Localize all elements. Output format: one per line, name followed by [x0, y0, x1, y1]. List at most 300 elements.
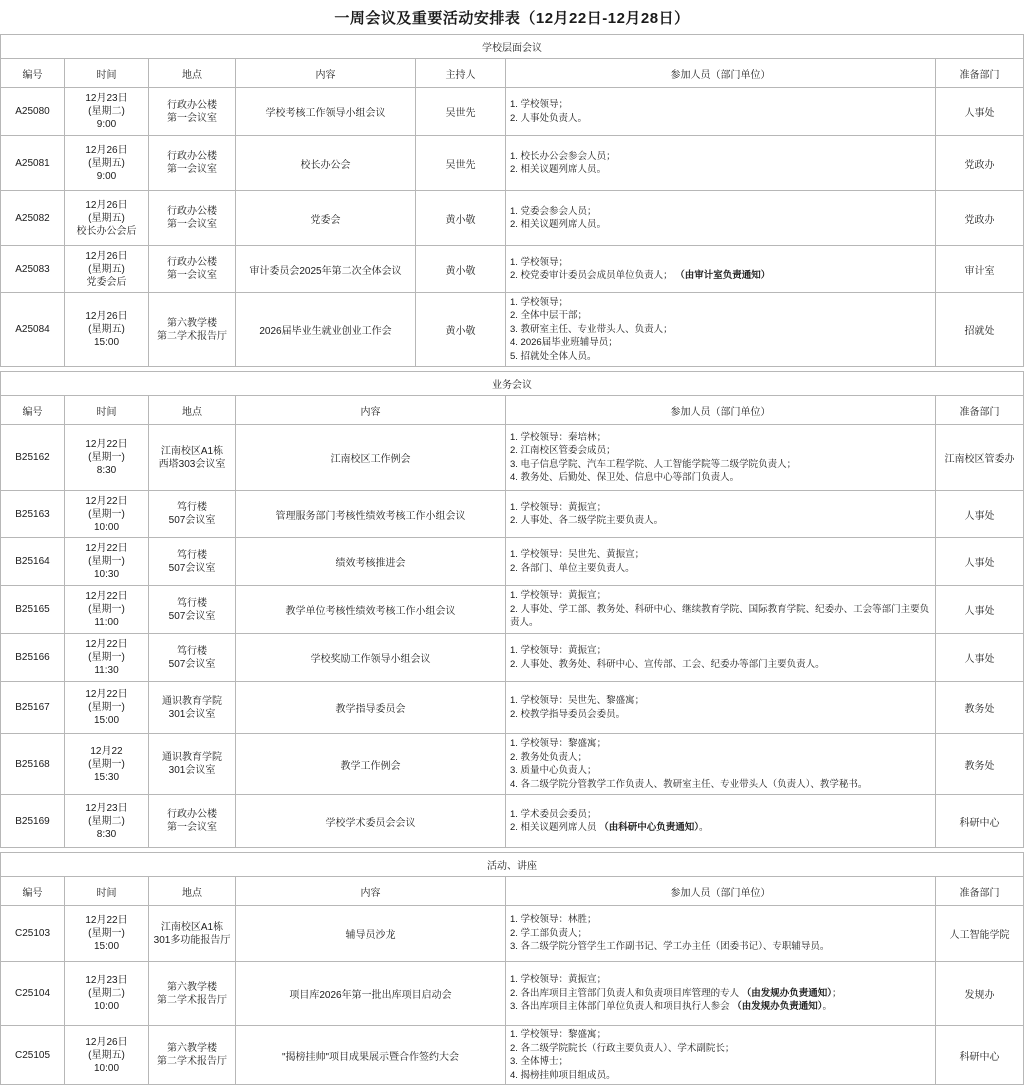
location-cell [149, 586, 236, 634]
time-line: 12月22日 [85, 543, 128, 554]
participants-cell [506, 425, 936, 491]
participant-line [510, 501, 931, 515]
participant-text: 。 [822, 1001, 832, 1013]
prep-dept-cell: 人工智能学院 [936, 906, 1024, 962]
time-line: 10:00 [93, 521, 120, 533]
time-line: 11:00 [94, 617, 119, 628]
location-line: 301会议室 [168, 708, 216, 720]
participant-text: 1. 学校领导：林胜； [510, 914, 597, 926]
location-line: 第六教学楼 [167, 981, 217, 993]
meeting-id-cell: B25165 [1, 586, 65, 634]
schedule-table-1 [0, 34, 1024, 367]
column-header-row [1, 396, 1024, 425]
time-line: 15:00 [93, 337, 120, 348]
participant-text: 。 [698, 822, 709, 833]
meeting-id-cell: B25162 [1, 425, 65, 491]
time-line: 校长办公会后 [76, 225, 137, 237]
time-line: (星期五) [88, 1049, 125, 1061]
participants-cell [506, 1026, 936, 1085]
participant-text: 2. 教务处负责人； [510, 751, 588, 763]
time-line: (星期一) [88, 702, 125, 713]
participants-cell [506, 538, 936, 586]
time-line: (星期一) [88, 452, 125, 463]
column-header: 参加人员（部门单位） [506, 877, 936, 906]
content-cell: 学校奖励工作领导小组会议 [236, 634, 506, 682]
participants-cell [506, 682, 936, 734]
participant-line [510, 336, 931, 350]
participant-text: 2. 各部门、单位主要负责人。 [510, 562, 635, 574]
time-cell [65, 682, 149, 734]
participant-text: 3. 质量中心负责人； [510, 765, 597, 776]
time-cell [65, 425, 149, 491]
content-cell: 教学单位考核性绩效考核工作小组会议 [236, 586, 506, 634]
location-line: 笃行楼 [177, 645, 207, 657]
content-cell: 学校学术委员会会议 [236, 795, 506, 848]
participant-text: 2. 学工部负责人； [510, 927, 588, 939]
participant-line [510, 927, 931, 941]
content-cell: 学校考核工作领导小组会议 [236, 88, 416, 136]
time-cell [65, 634, 149, 682]
time-line: 12月23日 [85, 975, 128, 986]
time-line: 12月26日 [85, 144, 128, 156]
column-header: 时间 [65, 396, 149, 425]
meeting-id-cell: B25166 [1, 634, 65, 682]
participant-text: 2. 人事处、教务处、科研中心、宣传部、工会、纪委办等部门主要负责人。 [510, 658, 825, 670]
time-line: (星期一) [88, 758, 125, 770]
participant-line [510, 708, 931, 722]
time-line: (星期五) [88, 157, 125, 169]
prep-dept-cell: 发规办 [936, 962, 1024, 1026]
prep-dept-cell: 科研中心 [936, 1026, 1024, 1085]
time-line: 12月26日 [85, 199, 128, 211]
location-line: 行政办公楼 [167, 151, 217, 162]
time-line: 15:00 [93, 941, 120, 952]
participant-text: 4. 揭榜挂帅项目组成员。 [510, 1069, 616, 1081]
column-header: 内容 [236, 396, 506, 425]
time-cell [65, 246, 149, 293]
participant-line [510, 112, 931, 126]
participants-cell [506, 906, 936, 962]
participant-line [510, 256, 931, 270]
participant-line [510, 444, 931, 458]
content-cell: 教学指导委员会 [236, 682, 506, 734]
table-row [1, 425, 1024, 491]
meeting-id-cell: A25082 [1, 191, 65, 246]
column-header: 地点 [149, 877, 236, 906]
time-cell [65, 962, 149, 1026]
host-cell: 黄小敬 [416, 246, 506, 293]
prep-dept-cell: 招就处 [936, 293, 1024, 367]
participant-text: 2. 人事处负责人。 [510, 112, 588, 124]
participants-cell [506, 191, 936, 246]
meeting-id-cell: A25081 [1, 136, 65, 191]
meeting-id-cell: B25167 [1, 682, 65, 734]
column-header: 主持人 [416, 59, 506, 88]
time-cell [65, 906, 149, 962]
participant-text: 1. 学校领导：黎盛寓； [510, 738, 607, 749]
participant-text: 2. 江南校区管委会成员； [510, 445, 616, 456]
time-line: (星期一) [88, 652, 125, 663]
time-cell [65, 795, 149, 848]
participant-line [510, 694, 931, 708]
location-line: 笃行楼 [177, 549, 207, 561]
content-cell: 教学工作例会 [236, 734, 506, 795]
participants-cell [506, 136, 936, 191]
participants-cell [506, 795, 936, 848]
time-line: (星期一) [88, 604, 125, 615]
time-line: 12月22日 [85, 495, 128, 507]
column-header: 编号 [1, 59, 65, 88]
location-line: 行政办公楼 [167, 809, 217, 820]
time-line: (星期五) [88, 263, 125, 275]
prep-dept-cell: 教务处 [936, 682, 1024, 734]
location-line: 507会议室 [168, 658, 216, 670]
location-cell [149, 425, 236, 491]
time-line: 8:30 [96, 465, 117, 476]
section-title-row [1, 853, 1024, 877]
location-line: 第二学术报告厅 [157, 1056, 227, 1067]
prep-dept-cell: 审计室 [936, 246, 1024, 293]
time-line: 12月22日 [85, 639, 128, 650]
content-cell: 管理服务部门考核性绩效考核工作小组会议 [236, 491, 506, 538]
participant-line [510, 458, 931, 472]
column-header: 参加人员（部门单位） [506, 59, 936, 88]
participant-text: 2. 校教学指导委员会委员。 [510, 708, 626, 720]
participant-text: 2. 各二级学院院长（行政主要负责人）、学术副院长； [510, 1042, 735, 1054]
participants-cell [506, 491, 936, 538]
column-header: 内容 [236, 877, 506, 906]
participant-text: 1. 学校领导：黄振宣； [510, 645, 607, 656]
participant-line [510, 913, 931, 927]
column-header: 编号 [1, 877, 65, 906]
participant-text: 1. 学术委员会委员； [510, 808, 597, 820]
participant-text: 1. 学校领导：秦培林； [510, 431, 607, 443]
time-line: 9:00 [96, 119, 117, 130]
location-cell [149, 634, 236, 682]
participant-line [510, 644, 931, 658]
prep-dept-cell: 党政办 [936, 191, 1024, 246]
participant-text: 3. 各出库项目主体部门单位负责人和项目执行人参会 [510, 1001, 733, 1013]
participant-line [510, 296, 931, 310]
table-row [1, 246, 1024, 293]
location-line: 第二学术报告厅 [157, 330, 227, 342]
location-cell [149, 906, 236, 962]
location-line: 行政办公楼 [167, 99, 217, 111]
participant-line [510, 1055, 931, 1069]
column-header: 时间 [65, 877, 149, 906]
participants-cell [506, 962, 936, 1026]
participant-text: ； [831, 987, 842, 999]
time-line: 15:00 [93, 715, 120, 726]
location-cell [149, 246, 236, 293]
prep-dept-cell: 人事处 [936, 88, 1024, 136]
participant-text: 1. 校长办公会参会人员； [510, 150, 616, 162]
participant-line [510, 309, 931, 323]
participant-text: 4. 教务处、后勤处、保卫处、信息中心等部门负责人。 [510, 472, 740, 483]
prep-dept-cell: 人事处 [936, 491, 1024, 538]
prep-dept-cell: 人事处 [936, 538, 1024, 586]
location-cell [149, 491, 236, 538]
location-line: 笃行楼 [177, 597, 207, 609]
host-cell: 吴世先 [416, 88, 506, 136]
section-title-row [1, 372, 1024, 396]
time-cell [65, 1026, 149, 1085]
participant-text: 1. 学校领导：吴世先、黎盛寓； [510, 695, 645, 706]
meeting-id-cell: A25083 [1, 246, 65, 293]
participant-line [510, 350, 931, 364]
participant-line [510, 150, 931, 164]
location-line: 507会议室 [168, 515, 216, 526]
table-row [1, 491, 1024, 538]
time-line: 10:00 [93, 1001, 120, 1012]
time-line: 12月26日 [85, 1036, 128, 1048]
time-line: 10:00 [93, 1062, 120, 1074]
table-row [1, 293, 1024, 367]
location-cell [149, 962, 236, 1026]
column-header: 时间 [65, 59, 149, 88]
time-line: 9:00 [96, 170, 117, 182]
time-line: 8:30 [96, 828, 117, 840]
location-line: 第一会议室 [167, 112, 217, 124]
table-row [1, 1026, 1024, 1085]
participant-text: 3. 全体博士； [510, 1056, 569, 1067]
participant-line [510, 778, 931, 792]
content-cell: 2026届毕业生就业创业工作会 [236, 293, 416, 367]
column-header: 地点 [149, 59, 236, 88]
location-line: 通识教育学院 [162, 752, 222, 763]
page-title: 一周会议及重要活动安排表（12月22日-12月28日） [334, 10, 690, 27]
participant-line [510, 323, 931, 337]
schedule-table-2 [0, 371, 1024, 848]
participant-text: 1. 学校领导：黎盛寓； [510, 1029, 607, 1040]
participant-text: 2. 各出库项目主管部门负责人和负责项目库管理的专人 [510, 987, 742, 999]
participants-cell [506, 88, 936, 136]
content-cell: 校长办公会 [236, 136, 416, 191]
meeting-id-cell: B25168 [1, 734, 65, 795]
column-header: 编号 [1, 396, 65, 425]
column-header: 准备部门 [936, 396, 1024, 425]
participant-text: 5. 招就处全体人员。 [510, 350, 597, 362]
participant-text: 2. 人事处、学工部、教务处、科研中心、继续教育学院、国际教育学院、纪委办、工会等部门主要负责人。 [510, 603, 930, 629]
participant-text: 1. 学校领导； [510, 99, 569, 110]
participant-text: 2. 校党委审计委员会成员单位负责人； [510, 270, 676, 281]
time-cell [65, 191, 149, 246]
location-cell [149, 795, 236, 848]
participant-line [510, 548, 931, 562]
location-cell [149, 293, 236, 367]
participant-line [510, 751, 931, 765]
participants-cell [506, 734, 936, 795]
host-cell: 黄小敬 [416, 191, 506, 246]
participant-text: 2. 相关议题列席人员。 [510, 219, 607, 230]
participant-text: 1. 学校领导：吴世先、黄振宣； [510, 549, 645, 560]
section-title: 学校层面会议 [1, 35, 1024, 59]
location-cell [149, 191, 236, 246]
table-row [1, 634, 1024, 682]
time-cell [65, 491, 149, 538]
location-line: 301会议室 [168, 765, 216, 776]
participant-note-bold: （由发规办负责通知） [732, 1001, 823, 1013]
time-line: (星期五) [88, 324, 125, 335]
meeting-id-cell: A25084 [1, 293, 65, 367]
table-row [1, 795, 1024, 848]
location-cell [149, 682, 236, 734]
participant-text: 2. 人事处、各二级学院主要负责人。 [510, 515, 664, 526]
participants-cell [506, 586, 936, 634]
time-line: (星期二) [88, 988, 125, 999]
time-line: 11:30 [94, 665, 119, 676]
column-header: 内容 [236, 59, 416, 88]
time-line: 12月22 [90, 745, 123, 757]
schedule-table-3 [0, 852, 1024, 1085]
participant-line [510, 562, 931, 576]
location-line: 507会议室 [168, 610, 216, 622]
table-row [1, 906, 1024, 962]
table-row [1, 586, 1024, 634]
location-line: 第六教学楼 [167, 1043, 217, 1054]
prep-dept-cell: 江南校区管委办 [936, 425, 1024, 491]
participant-text: 3. 电子信息学院、汽车工程学院、人工智能学院等二级学院负责人； [510, 458, 797, 470]
time-line: 12月26日 [85, 311, 128, 322]
participant-line [510, 821, 931, 835]
participant-note-bold: （由发规办负责通知） [741, 987, 832, 999]
table-row [1, 682, 1024, 734]
content-cell: "揭榜挂帅"项目成果展示暨合作签约大会 [236, 1026, 506, 1085]
section-title: 活动、讲座 [1, 853, 1024, 877]
time-line: (星期二) [88, 815, 125, 827]
location-cell [149, 538, 236, 586]
participant-text: 2. 相关议题列席人员。 [510, 164, 607, 175]
participant-text: 1. 学校领导：黄振宣； [510, 501, 607, 513]
location-line: 第一会议室 [167, 270, 217, 281]
participant-line [510, 973, 931, 987]
content-cell: 绩效考核推进会 [236, 538, 506, 586]
table-row [1, 191, 1024, 246]
location-line: 301多功能报告厅 [153, 934, 231, 946]
time-line: (星期一) [88, 508, 125, 520]
column-header: 准备部门 [936, 59, 1024, 88]
participant-line [510, 764, 931, 778]
prep-dept-cell: 党政办 [936, 136, 1024, 191]
location-cell [149, 734, 236, 795]
location-line: 江南校区A1栋 [160, 445, 224, 457]
section-title-row [1, 35, 1024, 59]
location-line: 行政办公楼 [167, 257, 217, 268]
column-header-row [1, 877, 1024, 906]
location-line: 第一会议室 [167, 164, 217, 175]
participant-line [510, 98, 931, 112]
time-line: (星期一) [88, 556, 125, 567]
time-cell [65, 88, 149, 136]
time-line: (星期一) [88, 928, 125, 939]
participant-line [510, 218, 931, 232]
host-cell: 黄小敬 [416, 293, 506, 367]
participant-line [510, 808, 931, 822]
time-line: 12月26日 [85, 250, 128, 262]
table-row [1, 538, 1024, 586]
content-cell: 项目库2026年第一批出库项目启动会 [236, 962, 506, 1026]
participant-line [510, 589, 931, 603]
meeting-id-cell: C25104 [1, 962, 65, 1026]
meeting-id-cell: B25169 [1, 795, 65, 848]
time-line: 12月23日 [85, 93, 128, 104]
content-cell: 党委会 [236, 191, 416, 246]
participant-line [510, 658, 931, 672]
participant-line [510, 205, 931, 219]
location-line: 江南校区A1栋 [160, 921, 224, 933]
time-line: 12月22日 [85, 591, 128, 602]
prep-dept-cell: 人事处 [936, 586, 1024, 634]
participant-line [510, 431, 931, 445]
tables-container [0, 34, 1024, 1085]
time-cell [65, 586, 149, 634]
meeting-id-cell: B25164 [1, 538, 65, 586]
participants-cell [506, 293, 936, 367]
time-cell [65, 538, 149, 586]
meeting-id-cell: C25105 [1, 1026, 65, 1085]
time-cell [65, 136, 149, 191]
prep-dept-cell: 人事处 [936, 634, 1024, 682]
time-line: 12月23日 [85, 802, 128, 814]
location-cell [149, 136, 236, 191]
location-line: 通识教育学院 [162, 695, 222, 707]
participant-note-bold: （由审计室负责通知） [675, 270, 771, 281]
time-line: (星期五) [88, 212, 125, 224]
table-row [1, 734, 1024, 795]
location-cell [149, 88, 236, 136]
time-line: 12月22日 [85, 689, 128, 700]
time-line: 12月22日 [85, 439, 128, 450]
participant-text: 1. 党委会参会人员； [510, 205, 597, 217]
participant-text: 1. 学校领导； [510, 296, 569, 308]
time-line: (星期二) [88, 106, 125, 117]
participant-text: 2. 相关议题列席人员 [510, 822, 600, 833]
meeting-id-cell: A25080 [1, 88, 65, 136]
content-cell: 江南校区工作例会 [236, 425, 506, 491]
location-line: 第一会议室 [167, 219, 217, 230]
participant-line [510, 737, 931, 751]
participant-text: 1. 学校领导：黄振宣； [510, 974, 607, 986]
column-header-row [1, 59, 1024, 88]
participant-line [510, 1069, 931, 1083]
location-line: 第二学术报告厅 [157, 994, 227, 1006]
participant-line [510, 603, 931, 630]
section-title: 业务会议 [1, 372, 1024, 396]
content-cell: 审计委员会2025年第二次全体会议 [236, 246, 416, 293]
participant-text: 1. 学校领导； [510, 256, 569, 268]
location-line: 行政办公楼 [167, 206, 217, 217]
time-cell [65, 734, 149, 795]
participant-note-bold: （由科研中心负责通知） [599, 822, 699, 833]
participant-line [510, 163, 931, 177]
time-line: 15:30 [93, 771, 120, 783]
table-row [1, 136, 1024, 191]
table-row [1, 962, 1024, 1026]
time-line: 党委会后 [86, 276, 127, 288]
prep-dept-cell: 科研中心 [936, 795, 1024, 848]
participant-line [510, 987, 931, 1001]
participants-cell [506, 246, 936, 293]
content-cell: 辅导员沙龙 [236, 906, 506, 962]
host-cell: 吴世先 [416, 136, 506, 191]
meeting-id-cell: C25103 [1, 906, 65, 962]
location-line: 507会议室 [168, 562, 216, 574]
participant-line [510, 269, 931, 283]
location-line: 西塔303会议室 [158, 458, 226, 470]
participant-line [510, 1000, 931, 1014]
column-header: 准备部门 [936, 877, 1024, 906]
time-cell [65, 293, 149, 367]
